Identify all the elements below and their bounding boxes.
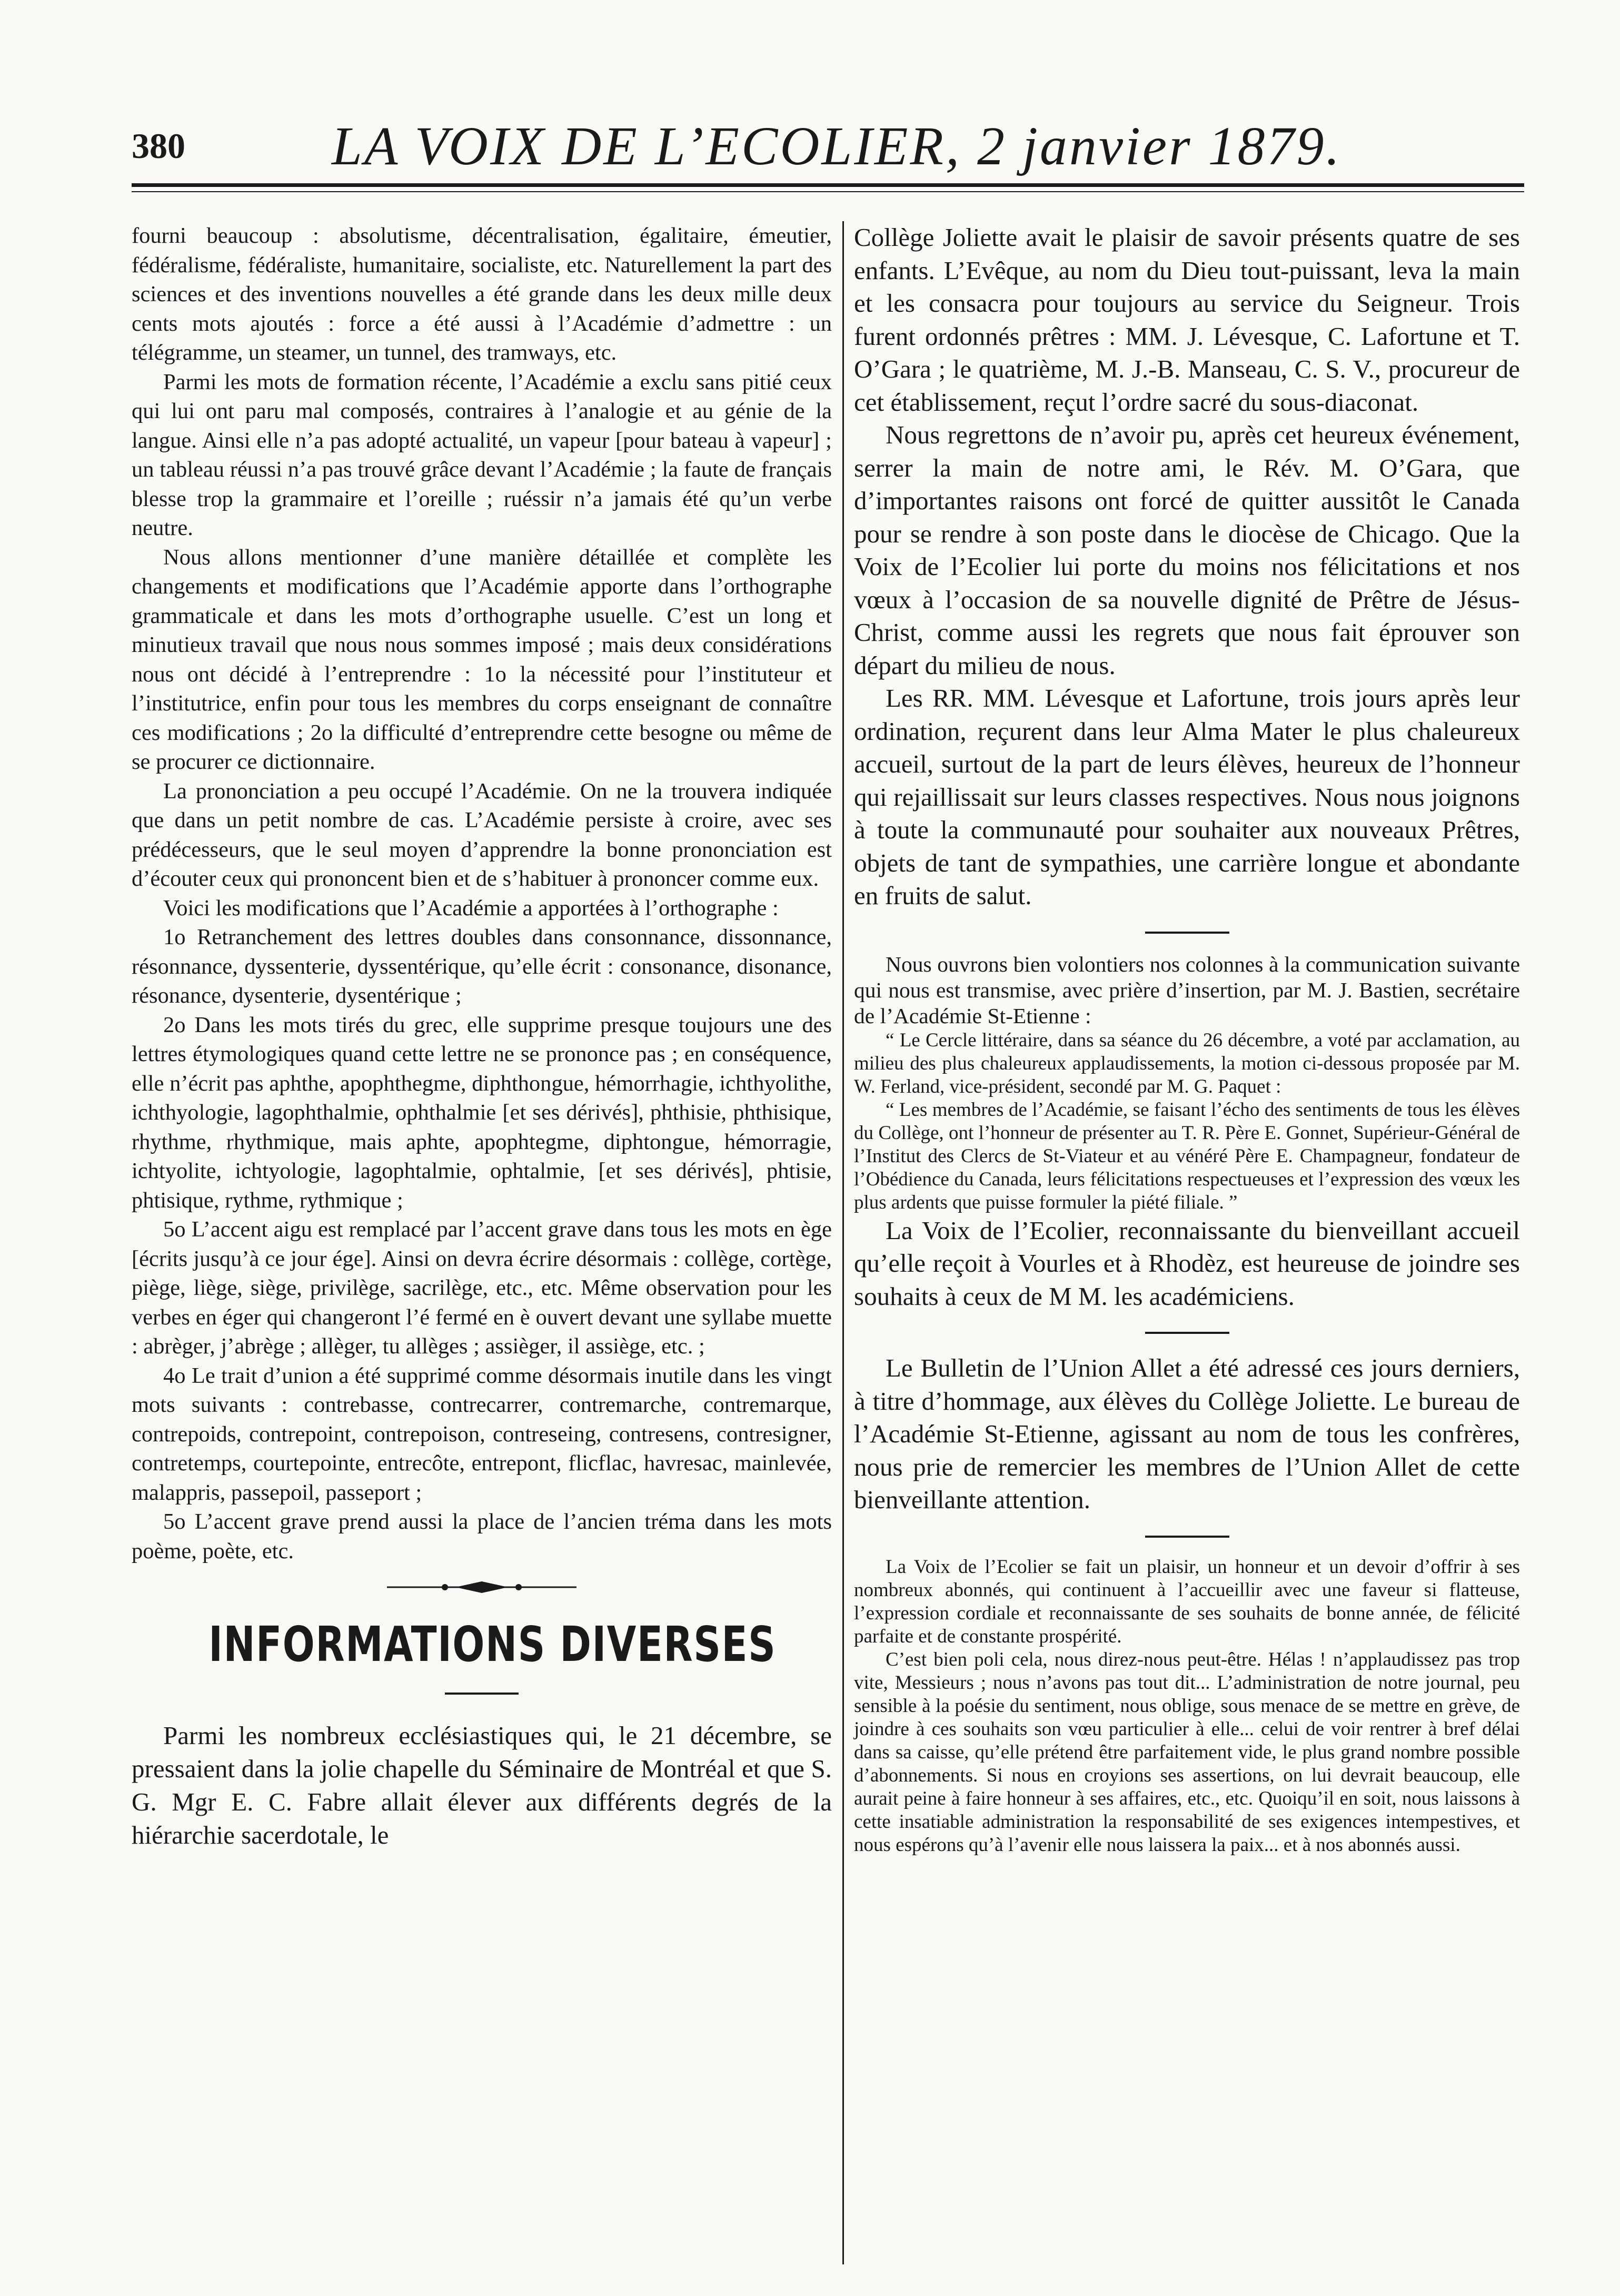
quote-paragraph: “ Le Cercle littéraire, dans sa séance du 26 décembre, a voté par acclamation, au milieu des plus chaleureux applaudissements, la motion ci-dessous proposée par M. W. Ferland, vice-président, secondé par M. G. Paquet : <box>854 1029 1520 1097</box>
bulletin-article <box>854 1352 1520 1517</box>
column-divider <box>842 221 844 2264</box>
article-rule <box>1145 1332 1229 1334</box>
page-number: 380 <box>132 126 185 166</box>
paragraph: Nous ouvrons bien volontiers nos colonnes à la communication suivante qui nous est transmise, avec prière d’insertion, par M. J. Bastien, secrétaire de l’Académie St-Etienne : <box>854 952 1520 1028</box>
paragraph: Nous regrettons de n’avoir pu, après cet heureux événement, serrer la main de notre ami, le Rév. M. O’Gara, que d’importantes raisons ont forcé de quitter aussitôt le Canada pour se rendre à son poste dans le diocèse de Chicago. Que la Voix de l’Ecolier lui porte du moins nos félicitations et nos vœux à l’occasion de sa nouvelle dignité de Prêtre de Jésus-Christ, comme aussi les regrets que nous fait éprouver son départ du milieu de nous. <box>854 420 1520 680</box>
paragraph: fourni beaucoup : absolutisme, décentralisation, égalitaire, émeutier, fédéralisme, fédéraliste, humanitaire, socialiste, etc. Naturellement la part des sciences et des inventions nouvelles a été grande dans les deux mille deux cents mots ajoutés : force a été aussi à l’Académie d’admettre : un télégramme, un steamer, un tunnel, des tramways, etc. <box>132 223 832 365</box>
paragraph: 4o Le trait d’union a été supprimé comme désormais inutile dans les vingt mots suivants : contrebasse, contrecarrer, contremarche, contremarque, contrepoids, contrepoint, contrepoison, contreseing, contresens, contresigner, contretemps, courtepointe, entrecôte, entrepont, flicflac, havresac, mainlevée, malappris, passepoil, passeport ; <box>132 1363 832 1505</box>
paragraph: La Voix de l’Ecolier, reconnaissante du bienveillant accueil qu’elle reçoit à Vourles et à Rhodèz, est heureuse de joindre ses souhaits à ceux de M M. les académiciens. <box>854 1215 1520 1311</box>
paragraph: La Voix de l’Ecolier se fait un plaisir, un honneur et un devoir d’offrir à ses nombreux abonnés, qui continuent à l’accueillir avec une faveur si flatteuse, l’expression cordiale et reconnaissante de ses souhaits de bonne année, de félicité parfaite et de constante prospérité. <box>854 1556 1520 1647</box>
paragraph: Voici les modifications que l’Académie a apportées à l’orthographe : <box>163 895 779 921</box>
paragraph: 5o L’accent aigu est remplacé par l’accent grave dans tous les mots en ège [écrits jusqu’à ce jour ége]. Ainsi on devra écrire désormais : collège, cortège, piège, liège, siège, privilège, sacrilège, etc., etc. Même observation pour les verbes en éger qui changeront l’é fermé en è ouvert devant une syllabe muette : abrèger, j’abrège ; allèger, tu allèges ; assièger, il assiège, etc. ; <box>132 1217 832 1359</box>
masthead-title: LA VOIX DE L’ECOLIER, 2 janvier 1879. <box>332 116 1342 176</box>
header-rule-thin <box>132 191 1524 192</box>
article-rule <box>1145 1536 1229 1538</box>
paragraph: Parmi les mots de formation récente, l’Académie a exclu sans pitié ceux qui lui ont paru mal composés, contraires à l’analogie et au génie de la langue. Ainsi elle n’a pas adopté actualité, un vapeur [pour bateau à vapeur] ; un tableau réussi n’a pas trouvé grâce devant l’Académie ; la faute de français blesse trop la grammaire et l’oreille ; ruéssir n’a jamais été qu’un verbe neutre. <box>132 369 832 540</box>
right-column <box>854 221 1520 1857</box>
paragraph: Nous allons mentionner d’une manière détaillée et complète les changements et modifications que l’Académie apporte dans l’orthographe grammaticale et dans les mots d’orthographe usuelle. C’est un long et minutieux travail que nous nous sommes imposé ; mais deux considérations nous ont décidé à l’entreprendre : 1o la nécessité pour l’instituteur et l’institutrice, enfin pour tous les membres du corps enseignant de connaître ces modifications ; 2o la difficulté d’entreprendre cette besogne ou même de se procurer ce dictionnaire. <box>132 545 832 774</box>
paragraph: 2o Dans les mots tirés du grec, elle supprime presque toujours une des lettres étymologiques quand cette lettre ne se prononce pas ; en conséquence, elle n’écrit pas aphthe, apophthegme, diphthongue, hémorrhagie, ichthyolithe, ichthyologie, lagophthalmie, ophthalmie [et ses dérivés], phthisie, phthisique, rhythme, rhythmique, mais aphte, apophtegme, diphtongue, hémorragie, ichtyolite, ichtyologie, lagophtalmie, ophtalmie, [et ses dérivés], phtisie, phtisique, rythme, rythmique ; <box>132 1012 832 1213</box>
section-title: INFORMATIONS DIVERSES <box>208 1616 777 1672</box>
paragraph: Le Bulletin de l’Union Allet a été adressé ces jours derniers, à titre d’hommage, aux élèves du Collège Joliette. Le bureau de l’Académie St-Etienne, agissant au nom de tous les confrères, nous prie de remercier les membres de l’Union Allet de cette bienveillante attention. <box>854 1353 1520 1514</box>
news-paragraph: Parmi les nombreux ecclésiastiques qui, le 21 décembre, se pressaient dans la jolie chapelle du Séminaire de Montréal et que S. G. Mgr E. C. Fabre allait élever aux différents degrés de la hiérarchie sacerdotale, le <box>132 1721 832 1849</box>
paragraph: C’est bien poli cela, nous direz-nous peut-être. Hélas ! n’applaudissez pas trop vite, Messieurs ; nous n’avons pas tout dit... L’administration de notre journal, peu sensible à la poésie du sentiment, nous oblige, sous menace de se mettre en grève, de joindre à ces souhaits son vœu particulier à elle... celui de voir rentrer à bref délai dans sa caisse, qu’elle prétend être parfaitement vide, le plus grand nombre possible d’abonnements. Si nous en croyions ses assertions, on lui devrait beaucoup, elle aurait peine à faire honneur à ses affaires, etc., etc. Quoiqu’il en soit, nous laissons à cette insatiable administration la responsabilité de ses exigences intempestives, et nous espérons qu’à l’avenir elle nous laissera la paix... et à nos abonnés aussi. <box>854 1648 1520 1856</box>
paragraph: Les RR. MM. Lévesque et Lafortune, trois jours après leur ordination, reçurent dans leur Alma Mater le plus chaleureux accueil, surtout de la part de leurs élèves, heureux de l’honneur qui rejaillissait sur leurs classes respectives. Nous nous joignons à toute la communauté pour souhaiter aux nouveaux Prêtres, objets de tant de sympathies, une carrière longue et abondante en fruits de salut. <box>854 684 1520 910</box>
page-header <box>132 115 1511 178</box>
header-rule-thick <box>132 183 1524 187</box>
paragraph: Collège Joliette avait le plaisir de savoir présents quatre de ses enfants. L’Evêque, au nom du Dieu tout-puissant, leva la main et les consacra pour toujours au service du Seigneur. Trois furent ordonnés prêtres : MM. J. Lévesque, C. Lafortune et T. O’Gara ; le quatrième, M. J.-B. Manseau, C. S. V., procureur de cet établissement, reçut l’ordre sacré du sous-diaconat. <box>854 223 1520 417</box>
paragraph: 5o L’accent grave prend aussi la place de l’ancien tréma dans les mots poème, poète, etc. <box>132 1509 832 1563</box>
paragraph: 1o Retranchement des lettres doubles dans consonnance, dissonnance, résonnance, dyssenterie, dyssentérique, qu’elle écrit : consonance, disonance, résonance, dysenterie, dysentérique ; <box>132 925 832 1008</box>
ordination-article <box>854 221 1520 913</box>
academie-article <box>854 952 1520 1313</box>
section-rule <box>445 1693 519 1695</box>
left-column <box>132 221 832 1852</box>
article-rule <box>1145 932 1229 934</box>
paragraph: La prononciation a peu occupé l’Académie. On ne la trouvera indiquée que dans un petit nombre de cas. L’Académie persiste à croire, avec ses prédécesseurs, que le seul moyen d’apprendre la bonne prononciation est d’écouter ceux qui prononcent bien et de s’habituer à prononcer comme eux. <box>132 778 832 891</box>
quote-paragraph: “ Les membres de l’Académie, se faisant l’écho des sentiments de tous les élèves du Collège, ont l’honneur de présenter au T. R. Père E. Gonnet, Supérieur-Général de l’Institut des Clercs de St-Viateur et au vénéré Père E. Champagneur, fondateur de l’Obédience du Canada, leurs félicitations respectueuses et l’expression des vœux les plus ardents que puisse formuler la piété filiale. ” <box>854 1098 1520 1213</box>
new-year-article <box>854 1556 1520 1857</box>
ornament-divider <box>387 1579 577 1595</box>
